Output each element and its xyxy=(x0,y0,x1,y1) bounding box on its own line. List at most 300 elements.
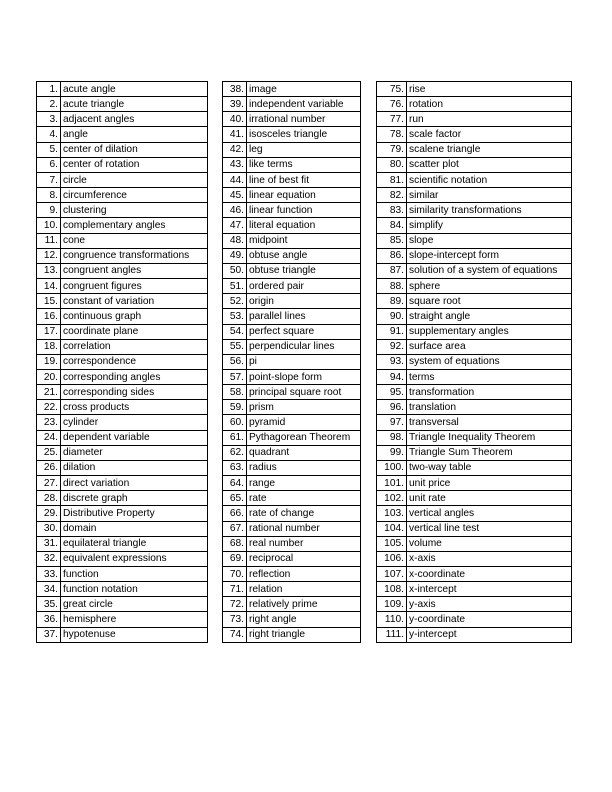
term-text: perfect square xyxy=(247,324,361,339)
term-text: function xyxy=(61,567,208,582)
term-text: acute triangle xyxy=(61,97,208,112)
table-row xyxy=(377,491,572,506)
term-text: transformation xyxy=(407,385,572,400)
table-row xyxy=(377,203,572,218)
term-number: 32. xyxy=(37,551,61,566)
term-text: system of equations xyxy=(407,354,572,369)
term-number: 62. xyxy=(223,445,247,460)
table-row xyxy=(223,279,361,294)
term-text: adjacent angles xyxy=(61,112,208,127)
vocabulary-table-2 xyxy=(222,81,361,643)
table-row xyxy=(223,369,361,384)
term-text: direct variation xyxy=(61,476,208,491)
table-row xyxy=(377,430,572,445)
table-row xyxy=(223,430,361,445)
term-text: like terms xyxy=(247,157,361,172)
term-text: Distributive Property xyxy=(61,506,208,521)
term-number: 89. xyxy=(377,294,407,309)
table-row xyxy=(377,536,572,551)
vocabulary-column-2 xyxy=(222,81,361,643)
term-text: equivalent expressions xyxy=(61,551,208,566)
table-row xyxy=(223,476,361,491)
term-number: 108. xyxy=(377,582,407,597)
term-text: cylinder xyxy=(61,415,208,430)
term-number: 56. xyxy=(223,354,247,369)
term-text: y-intercept xyxy=(407,627,572,642)
term-number: 58. xyxy=(223,385,247,400)
term-text: sphere xyxy=(407,279,572,294)
table-row xyxy=(223,188,361,203)
term-number: 3. xyxy=(37,112,61,127)
term-text: vertical line test xyxy=(407,521,572,536)
term-number: 109. xyxy=(377,597,407,612)
table-row xyxy=(223,142,361,157)
term-text: rate of change xyxy=(247,506,361,521)
term-number: 73. xyxy=(223,612,247,627)
term-number: 13. xyxy=(37,263,61,278)
term-number: 17. xyxy=(37,324,61,339)
table-row xyxy=(377,354,572,369)
term-number: 2. xyxy=(37,97,61,112)
term-text: square root xyxy=(407,294,572,309)
table-row xyxy=(377,233,572,248)
term-text: simplify xyxy=(407,218,572,233)
term-number: 78. xyxy=(377,127,407,142)
term-text: parallel lines xyxy=(247,309,361,324)
term-text: origin xyxy=(247,294,361,309)
table-row xyxy=(37,627,208,642)
term-number: 5. xyxy=(37,142,61,157)
table-row xyxy=(223,324,361,339)
term-number: 51. xyxy=(223,279,247,294)
term-number: 24. xyxy=(37,430,61,445)
term-number: 70. xyxy=(223,567,247,582)
table-row xyxy=(37,248,208,263)
term-number: 94. xyxy=(377,369,407,384)
table-row xyxy=(223,506,361,521)
table-row xyxy=(377,385,572,400)
table-row xyxy=(37,521,208,536)
table-row xyxy=(37,567,208,582)
term-text: relatively prime xyxy=(247,597,361,612)
term-number: 55. xyxy=(223,339,247,354)
term-number: 76. xyxy=(377,97,407,112)
term-number: 52. xyxy=(223,294,247,309)
term-text: similar xyxy=(407,188,572,203)
table-row xyxy=(37,188,208,203)
term-text: x-intercept xyxy=(407,582,572,597)
term-text: continuous graph xyxy=(61,309,208,324)
term-number: 105. xyxy=(377,536,407,551)
table-row xyxy=(223,263,361,278)
table-row xyxy=(377,521,572,536)
term-text: correspondence xyxy=(61,354,208,369)
term-number: 54. xyxy=(223,324,247,339)
term-number: 10. xyxy=(37,218,61,233)
vocabulary-column-1 xyxy=(36,81,208,643)
term-number: 11. xyxy=(37,233,61,248)
term-text: real number xyxy=(247,536,361,551)
table-row xyxy=(223,612,361,627)
term-number: 71. xyxy=(223,582,247,597)
term-number: 31. xyxy=(37,536,61,551)
term-number: 29. xyxy=(37,506,61,521)
table-row xyxy=(377,82,572,97)
table-row xyxy=(37,233,208,248)
table-row xyxy=(223,400,361,415)
term-text: linear function xyxy=(247,203,361,218)
term-number: 46. xyxy=(223,203,247,218)
term-number: 72. xyxy=(223,597,247,612)
term-text: unit price xyxy=(407,476,572,491)
term-number: 44. xyxy=(223,172,247,187)
table-row xyxy=(377,248,572,263)
term-text: slope xyxy=(407,233,572,248)
term-text: angle xyxy=(61,127,208,142)
table-row xyxy=(37,97,208,112)
table-row xyxy=(37,294,208,309)
term-number: 39. xyxy=(223,97,247,112)
term-number: 27. xyxy=(37,476,61,491)
term-text: y-axis xyxy=(407,597,572,612)
term-number: 95. xyxy=(377,385,407,400)
table-row xyxy=(223,354,361,369)
term-text: terms xyxy=(407,369,572,384)
table-row xyxy=(377,567,572,582)
term-text: linear equation xyxy=(247,188,361,203)
term-text: scale factor xyxy=(407,127,572,142)
table-row xyxy=(377,188,572,203)
table-row xyxy=(223,460,361,475)
term-text: scientific notation xyxy=(407,172,572,187)
table-row xyxy=(377,112,572,127)
term-number: 82. xyxy=(377,188,407,203)
term-text: rational number xyxy=(247,521,361,536)
term-number: 37. xyxy=(37,627,61,642)
table-row xyxy=(223,339,361,354)
table-row xyxy=(223,385,361,400)
term-number: 96. xyxy=(377,400,407,415)
term-text: irrational number xyxy=(247,112,361,127)
table-row xyxy=(37,536,208,551)
term-number: 101. xyxy=(377,476,407,491)
term-number: 98. xyxy=(377,430,407,445)
term-number: 60. xyxy=(223,415,247,430)
table-row xyxy=(223,97,361,112)
term-text: Triangle Inequality Theorem xyxy=(407,430,572,445)
term-text: unit rate xyxy=(407,491,572,506)
term-number: 93. xyxy=(377,354,407,369)
table-row xyxy=(37,127,208,142)
table-row xyxy=(37,445,208,460)
term-text: radius xyxy=(247,460,361,475)
term-number: 83. xyxy=(377,203,407,218)
term-text: right angle xyxy=(247,612,361,627)
table-row xyxy=(377,551,572,566)
term-number: 12. xyxy=(37,248,61,263)
term-number: 67. xyxy=(223,521,247,536)
term-text: vertical angles xyxy=(407,506,572,521)
term-number: 18. xyxy=(37,339,61,354)
table-row xyxy=(377,309,572,324)
table-row xyxy=(377,612,572,627)
term-text: rate xyxy=(247,491,361,506)
term-text: straight angle xyxy=(407,309,572,324)
term-text: dilation xyxy=(61,460,208,475)
term-number: 81. xyxy=(377,172,407,187)
term-text: translation xyxy=(407,400,572,415)
term-number: 7. xyxy=(37,172,61,187)
term-number: 91. xyxy=(377,324,407,339)
table-row xyxy=(37,279,208,294)
vocabulary-table-1 xyxy=(36,81,208,643)
term-text: supplementary angles xyxy=(407,324,572,339)
term-text: diameter xyxy=(61,445,208,460)
term-text: discrete graph xyxy=(61,491,208,506)
table-row xyxy=(37,172,208,187)
term-number: 65. xyxy=(223,491,247,506)
term-number: 64. xyxy=(223,476,247,491)
term-number: 88. xyxy=(377,279,407,294)
term-text: acute angle xyxy=(61,82,208,97)
table-row xyxy=(37,112,208,127)
term-number: 107. xyxy=(377,567,407,582)
term-text: leg xyxy=(247,142,361,157)
term-number: 48. xyxy=(223,233,247,248)
table-row xyxy=(223,567,361,582)
term-text: center of dilation xyxy=(61,142,208,157)
term-text: constant of variation xyxy=(61,294,208,309)
term-text: run xyxy=(407,112,572,127)
term-text: Pythagorean Theorem xyxy=(247,430,361,445)
term-number: 74. xyxy=(223,627,247,642)
table-row xyxy=(377,339,572,354)
table-row xyxy=(377,627,572,642)
table-row xyxy=(223,551,361,566)
term-text: slope-intercept form xyxy=(407,248,572,263)
table-row xyxy=(37,582,208,597)
table-row xyxy=(223,112,361,127)
term-number: 43. xyxy=(223,157,247,172)
term-number: 103. xyxy=(377,506,407,521)
vocabulary-column-3 xyxy=(376,81,572,643)
term-text: center of rotation xyxy=(61,157,208,172)
term-text: similarity transformations xyxy=(407,203,572,218)
term-text: equilateral triangle xyxy=(61,536,208,551)
term-number: 66. xyxy=(223,506,247,521)
table-row xyxy=(37,218,208,233)
term-text: relation xyxy=(247,582,361,597)
term-text: rotation xyxy=(407,97,572,112)
table-row xyxy=(37,430,208,445)
term-text: right triangle xyxy=(247,627,361,642)
term-number: 86. xyxy=(377,248,407,263)
term-number: 26. xyxy=(37,460,61,475)
table-row xyxy=(37,460,208,475)
table-row xyxy=(377,460,572,475)
table-row xyxy=(37,82,208,97)
term-text: hypotenuse xyxy=(61,627,208,642)
term-text: independent variable xyxy=(247,97,361,112)
table-row xyxy=(223,172,361,187)
table-row xyxy=(223,233,361,248)
table-row xyxy=(37,354,208,369)
term-text: congruent figures xyxy=(61,279,208,294)
term-text: complementary angles xyxy=(61,218,208,233)
term-text: surface area xyxy=(407,339,572,354)
term-text: x-axis xyxy=(407,551,572,566)
term-number: 75. xyxy=(377,82,407,97)
term-number: 28. xyxy=(37,491,61,506)
term-number: 79. xyxy=(377,142,407,157)
table-row xyxy=(223,597,361,612)
term-text: domain xyxy=(61,521,208,536)
term-text: circumference xyxy=(61,188,208,203)
term-number: 40. xyxy=(223,112,247,127)
term-text: coordinate plane xyxy=(61,324,208,339)
table-row xyxy=(223,627,361,642)
table-row xyxy=(223,218,361,233)
term-number: 100. xyxy=(377,460,407,475)
term-number: 9. xyxy=(37,203,61,218)
table-row xyxy=(377,324,572,339)
term-number: 15. xyxy=(37,294,61,309)
table-row xyxy=(37,203,208,218)
term-text: cross products xyxy=(61,400,208,415)
term-number: 50. xyxy=(223,263,247,278)
term-number: 90. xyxy=(377,309,407,324)
table-row xyxy=(377,97,572,112)
term-number: 59. xyxy=(223,400,247,415)
term-text: rise xyxy=(407,82,572,97)
table-row xyxy=(37,506,208,521)
table-row xyxy=(223,82,361,97)
term-number: 104. xyxy=(377,521,407,536)
table-row xyxy=(37,491,208,506)
term-text: congruent angles xyxy=(61,263,208,278)
term-number: 21. xyxy=(37,385,61,400)
term-text: volume xyxy=(407,536,572,551)
term-text: midpoint xyxy=(247,233,361,248)
term-text: point-slope form xyxy=(247,369,361,384)
table-row xyxy=(37,324,208,339)
table-row xyxy=(37,142,208,157)
term-number: 102. xyxy=(377,491,407,506)
term-number: 38. xyxy=(223,82,247,97)
table-row xyxy=(37,309,208,324)
term-text: clustering xyxy=(61,203,208,218)
term-text: reciprocal xyxy=(247,551,361,566)
term-text: correlation xyxy=(61,339,208,354)
table-row xyxy=(223,309,361,324)
table-row xyxy=(37,385,208,400)
term-number: 85. xyxy=(377,233,407,248)
term-number: 35. xyxy=(37,597,61,612)
term-text: hemisphere xyxy=(61,612,208,627)
term-number: 63. xyxy=(223,460,247,475)
table-row xyxy=(37,339,208,354)
table-row xyxy=(377,142,572,157)
table-row xyxy=(223,127,361,142)
term-text: x-coordinate xyxy=(407,567,572,582)
table-row xyxy=(377,597,572,612)
table-row xyxy=(377,476,572,491)
table-row xyxy=(377,279,572,294)
table-row xyxy=(37,157,208,172)
term-text: prism xyxy=(247,400,361,415)
term-number: 57. xyxy=(223,369,247,384)
term-number: 97. xyxy=(377,415,407,430)
term-number: 69. xyxy=(223,551,247,566)
term-text: ordered pair xyxy=(247,279,361,294)
term-text: congruence transformations xyxy=(61,248,208,263)
table-row xyxy=(377,294,572,309)
table-row xyxy=(37,597,208,612)
table-row xyxy=(223,203,361,218)
table-row xyxy=(223,248,361,263)
term-text: range xyxy=(247,476,361,491)
term-text: isosceles triangle xyxy=(247,127,361,142)
table-row xyxy=(223,294,361,309)
table-row xyxy=(223,521,361,536)
table-row xyxy=(377,369,572,384)
table-row xyxy=(377,506,572,521)
term-number: 22. xyxy=(37,400,61,415)
term-number: 106. xyxy=(377,551,407,566)
table-row xyxy=(37,551,208,566)
term-text: Triangle Sum Theorem xyxy=(407,445,572,460)
term-text: quadrant xyxy=(247,445,361,460)
table-row xyxy=(223,491,361,506)
term-text: dependent variable xyxy=(61,430,208,445)
table-row xyxy=(377,400,572,415)
term-number: 111. xyxy=(377,627,407,642)
table-row xyxy=(223,415,361,430)
term-number: 25. xyxy=(37,445,61,460)
term-text: reflection xyxy=(247,567,361,582)
term-number: 23. xyxy=(37,415,61,430)
table-row xyxy=(223,157,361,172)
term-text: perpendicular lines xyxy=(247,339,361,354)
term-number: 61. xyxy=(223,430,247,445)
table-row xyxy=(223,445,361,460)
term-number: 36. xyxy=(37,612,61,627)
term-text: scatter plot xyxy=(407,157,572,172)
term-number: 77. xyxy=(377,112,407,127)
term-text: literal equation xyxy=(247,218,361,233)
term-number: 110. xyxy=(377,612,407,627)
term-text: scalene triangle xyxy=(407,142,572,157)
term-number: 41. xyxy=(223,127,247,142)
table-row xyxy=(377,218,572,233)
term-text: image xyxy=(247,82,361,97)
term-number: 87. xyxy=(377,263,407,278)
term-number: 47. xyxy=(223,218,247,233)
term-number: 33. xyxy=(37,567,61,582)
table-row xyxy=(37,612,208,627)
term-number: 16. xyxy=(37,309,61,324)
term-text: obtuse triangle xyxy=(247,263,361,278)
term-number: 8. xyxy=(37,188,61,203)
term-text: corresponding angles xyxy=(61,369,208,384)
table-row xyxy=(377,127,572,142)
table-row xyxy=(37,369,208,384)
term-number: 92. xyxy=(377,339,407,354)
table-row xyxy=(37,415,208,430)
term-text: function notation xyxy=(61,582,208,597)
table-row xyxy=(37,476,208,491)
term-number: 30. xyxy=(37,521,61,536)
